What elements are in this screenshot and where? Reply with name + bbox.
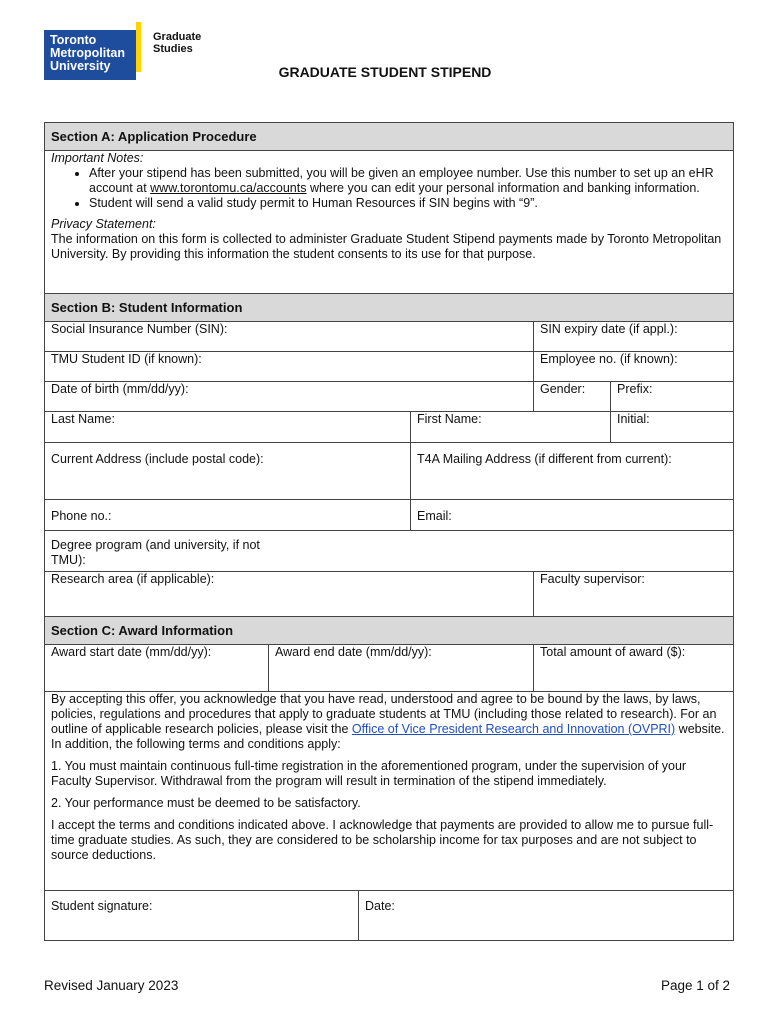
term-item-1: 1. You must maintain continuous full-time registration in the aforementioned program, under the supervision of your Faculty Supervisor. Withdrawal from the program will result in termination of the stipend immediately.: [51, 759, 687, 788]
signature-date-field[interactable]: Date:: [359, 891, 734, 941]
degree-program-field[interactable]: [45, 531, 734, 572]
t4a-address-field[interactable]: T4A Mailing Address (if different from current):: [411, 443, 734, 500]
email-field[interactable]: Email:: [411, 500, 734, 531]
note-item: [89, 166, 727, 196]
revision-date: Revised January 2023: [44, 978, 179, 993]
application-notes: [45, 151, 734, 294]
notes-list: [51, 166, 727, 211]
section-b-heading: Section B: Student Information: [45, 294, 734, 322]
logo-line-2: Metropolitan: [50, 46, 125, 60]
first-name-field[interactable]: First Name:: [411, 412, 611, 443]
page-number: Page 1 of 2: [660, 978, 730, 993]
award-end-date-field[interactable]: Award end date (mm/dd/yy):: [269, 645, 534, 692]
acceptance-statement: I accept the terms and conditions indicated above. I acknowledge that payments are provided to allow me to pursue full-time graduate studies. As such, they are considered to be scholarship income for tax purposes and are not subject to source deductions.: [51, 818, 714, 862]
privacy-heading: Privacy Statement:: [51, 217, 156, 231]
sin-expiry-field[interactable]: SIN expiry date (if appl.):: [534, 322, 734, 352]
note-item: • Student will send a valid study permit to Human Resources if SIN begins with “9”.: [89, 196, 727, 211]
ovpri-link[interactable]: Office of Vice President Research and Innovation (OVPRI): [351, 722, 676, 736]
unit-name: [153, 31, 201, 55]
award-start-date-field[interactable]: Award start date (mm/dd/yy):: [45, 645, 269, 692]
initial-field[interactable]: Initial:: [611, 412, 734, 443]
logo-line-3: University: [50, 59, 111, 73]
prefix-field[interactable]: Prefix:: [611, 382, 734, 412]
terms-and-conditions: [45, 692, 734, 891]
unit-line-1: Graduate: [153, 31, 202, 43]
sin-field[interactable]: Social Insurance Number (SIN):: [45, 322, 534, 352]
terms-intro: [51, 692, 727, 752]
important-notes-heading: Important Notes:: [51, 151, 144, 165]
note1-text: After your stipend has been submitted, you will be given an employee number. Use this number to set up an eHR account at: [89, 166, 714, 195]
student-signature-field[interactable]: Student signature:: [45, 891, 359, 941]
accounts-link[interactable]: www.torontomu.ca/accounts: [150, 181, 307, 195]
research-area-field[interactable]: Research area (if applicable):: [45, 572, 534, 617]
last-name-field[interactable]: Last Name:: [45, 412, 411, 443]
logo-line-1: Toronto: [50, 33, 97, 47]
date-of-birth-field[interactable]: Date of birth (mm/dd/yy):: [45, 382, 534, 412]
terms-intro-end: website. In addition, the following terms and conditions apply:: [51, 722, 725, 751]
degree-program-label: Degree program (and university, if not TMU):: [51, 538, 260, 567]
current-address-field[interactable]: Current Address (include postal code):: [45, 443, 411, 500]
term-item-2: 2. Your performance must be deemed to be satisfactory.: [51, 796, 361, 810]
stipend-form: [44, 122, 734, 941]
employee-number-field[interactable]: Employee no. (if known):: [534, 352, 734, 382]
faculty-supervisor-field[interactable]: Faculty supervisor:: [534, 572, 734, 617]
phone-field[interactable]: Phone no.:: [45, 500, 411, 531]
section-a-heading: Section A: Application Procedure: [45, 123, 734, 151]
document-title: GRADUATE STUDENT STIPEND: [278, 64, 492, 80]
unit-line-2: Studies: [153, 43, 193, 55]
note1-text-end: where you can edit your personal information and banking information.: [306, 181, 700, 195]
privacy-text: The information on this form is collected to administer Graduate Student Stipend payments made by Toronto Metropolitan University. By providing this information the student consents to its use for that purpose.: [51, 232, 722, 261]
section-c-heading: Section C: Award Information: [45, 617, 734, 645]
student-id-field[interactable]: TMU Student ID (if known):: [45, 352, 534, 382]
gender-field[interactable]: Gender:: [534, 382, 611, 412]
award-total-amount-field[interactable]: Total amount of award ($):: [534, 645, 734, 692]
terms-intro-text: By accepting this offer, you acknowledge that you have read, understood and agree to be bound by the laws, by laws, policies, regulations and procedures that apply to graduate students at TMU (including those related to research). For an outline of applicable research policies, please visit the: [51, 692, 717, 736]
